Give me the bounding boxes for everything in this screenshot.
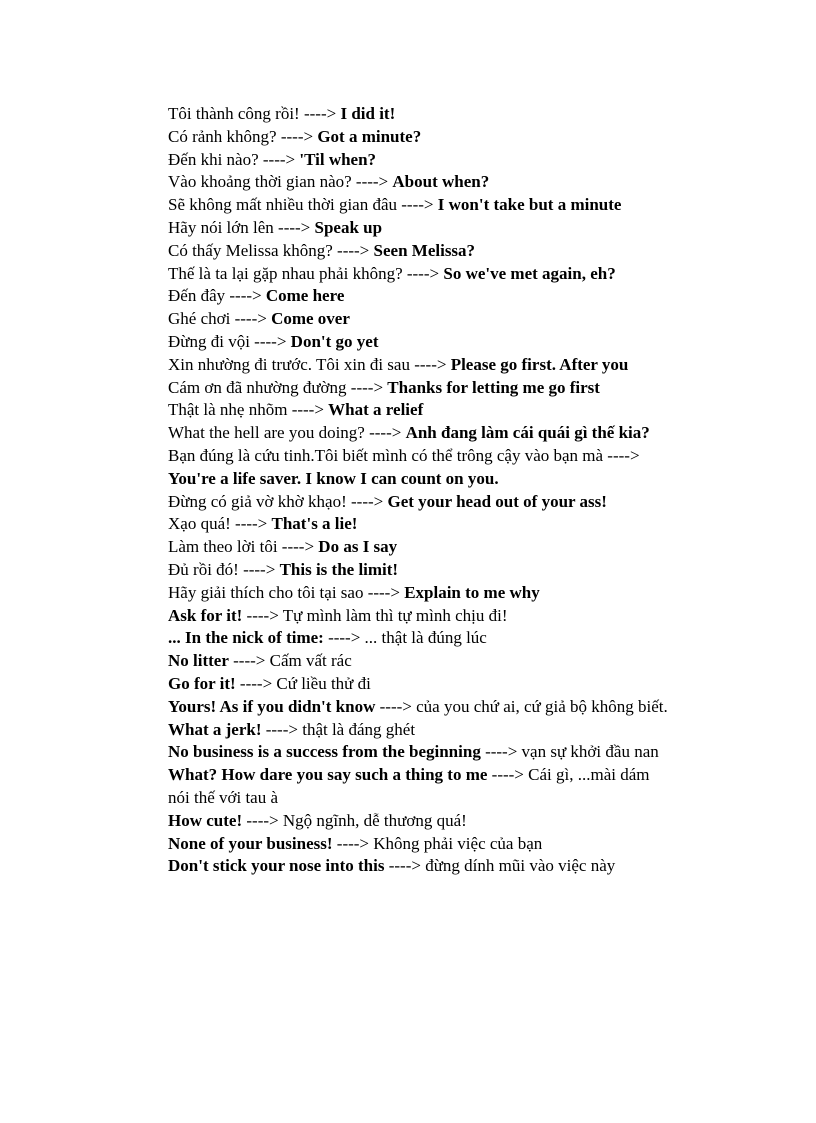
phrase-vietnamese: Có thấy Melissa không? ----> (168, 240, 374, 260)
phrase-vietnamese: ----> Ngộ ngĩnh, dễ thương quá! (242, 810, 467, 830)
phrase-vietnamese: Ghé chơi ----> (168, 309, 272, 329)
phrase-english: Thanks for letting me go first (387, 377, 600, 397)
phrase-vietnamese: Thế là ta lại gặp nhau phải không? ----> (168, 263, 444, 283)
phrase-vietnamese: ----> đừng dính mũi vào việc này (384, 856, 616, 876)
phrase-vietnamese: Vào khoảng thời gian nào? ----> (168, 172, 393, 192)
phrase-english: Yours! As if you didn't know (168, 696, 376, 716)
phrase-english: About when? (392, 172, 490, 192)
phrase-english: You're a life saver. I know I can count on you. (168, 468, 499, 488)
phrase-english: No business is a success from the beginning (168, 742, 481, 762)
phrase-english: Do as I say (318, 537, 398, 557)
phrase-english: How cute! (168, 810, 243, 830)
phrase-vietnamese: ----> ... thật là đúng lúc (323, 628, 487, 648)
phrase-line (168, 513, 668, 536)
phrase-line (168, 240, 668, 263)
phrase-line (168, 308, 668, 331)
phrase-line (168, 377, 668, 400)
phrase-vietnamese: ----> Cấm vất rác (228, 651, 352, 671)
phrase-english: ... In the nick of time: (168, 628, 324, 648)
phrase-english: Come here (265, 286, 345, 306)
phrase-line (168, 627, 668, 650)
phrase-vietnamese: Có rảnh không? ----> (168, 126, 318, 146)
phrase-line (168, 536, 668, 559)
phrase-line (168, 559, 668, 582)
phrase-vietnamese: Xạo quá! ----> (168, 514, 272, 534)
phrase-line (168, 422, 668, 445)
phrase-line (168, 217, 668, 240)
phrase-line (168, 741, 668, 764)
phrase-vietnamese: Hãy giải thích cho tôi tại sao ----> (168, 582, 405, 602)
phrase-english: Please go first. After you (450, 354, 629, 374)
phrase-english: Ask for it! (168, 605, 243, 625)
phrase-line (168, 103, 668, 126)
phrase-vietnamese: Làm theo lời tôi ----> (168, 537, 319, 557)
phrase-english: Explain to me why (404, 582, 540, 602)
phrase-english: What a relief (328, 400, 424, 420)
phrase-line (168, 354, 668, 377)
phrase-vietnamese: Đừng có giả vờ khờ khạo! ----> (168, 491, 388, 511)
phrase-vietnamese-answer: Anh đang làm cái quái gì thế kia? (405, 423, 650, 443)
phrase-vietnamese: Đến đây ----> (168, 286, 266, 306)
phrase-vietnamese: Sẽ không mất nhiều thời gian đâu ----> (168, 195, 438, 215)
phrase-english: What a jerk! (168, 719, 262, 739)
phrase-english: None of your business! (168, 833, 333, 853)
phrase-line (168, 491, 668, 514)
phrase-english: I won't take but a minute (437, 195, 622, 215)
phrase-line (168, 673, 668, 696)
phrase-line (168, 263, 668, 286)
phrase-vietnamese: ----> Cái gì, ...mài dám nói thế với tau à (168, 765, 650, 807)
phrase-line (168, 833, 668, 856)
phrase-line (168, 582, 668, 605)
phrase-vietnamese: Tôi thành công rồi! ----> (168, 104, 341, 123)
phrase-english: Got a minute? (317, 126, 422, 146)
phrase-line (168, 445, 668, 491)
phrase-line (168, 764, 668, 810)
phrase-english: Seen Melissa? (373, 240, 476, 260)
document-page (168, 103, 668, 878)
phrase-english: What? How dare you say such a thing to me (168, 765, 488, 785)
phrase-line (168, 331, 668, 354)
phrase-english-prompt: What the hell are you doing? ----> (168, 423, 406, 443)
phrase-line (168, 194, 668, 217)
phrase-english: Speak up (314, 217, 383, 237)
phrase-vietnamese: Hãy nói lớn lên ----> (168, 217, 315, 237)
phrase-english: 'Til when? (299, 149, 377, 169)
phrase-line (168, 399, 668, 422)
phrase-english: No litter (168, 651, 229, 671)
phrase-line (168, 650, 668, 673)
phrase-english: This is the limit! (279, 559, 399, 579)
phrase-vietnamese: Xin nhường đi trước. Tôi xin đi sau ----> (168, 354, 451, 374)
phrase-vietnamese: ----> của you chứ ai, cứ giả bộ không biết. (375, 696, 668, 716)
phrase-vietnamese: Bạn đúng là cứu tinh.Tôi biết mình có thể trông cậy vào bạn mà ----> (168, 445, 640, 465)
phrase-vietnamese: ----> thật là đáng ghét (261, 719, 416, 739)
phrase-line (168, 696, 668, 719)
phrase-vietnamese: Đủ rồi đó! ----> (168, 559, 280, 579)
phrase-line (168, 171, 668, 194)
phrase-line (168, 126, 668, 149)
phrase-vietnamese: ----> vạn sự khởi đầu nan (480, 742, 659, 762)
phrase-english: Don't go yet (290, 331, 379, 351)
phrase-line (168, 855, 668, 878)
phrase-line (168, 810, 668, 833)
phrase-english: Go for it! (168, 673, 236, 693)
phrase-vietnamese: ----> Tự mình làm thì tự mình chịu đi! (242, 605, 508, 625)
phrase-line (168, 285, 668, 308)
phrase-vietnamese: Đừng đi vội ----> (168, 331, 291, 351)
phrase-english: Get your head out of your ass! (387, 491, 607, 511)
phrase-english: I did it! (340, 104, 396, 123)
phrase-line (168, 719, 668, 742)
phrase-vietnamese: Cám ơn đã nhường đường ----> (168, 377, 388, 397)
phrase-english: So we've met again, eh? (443, 263, 616, 283)
phrase-vietnamese: Thật là nhẹ nhõm ----> (168, 400, 329, 420)
phrase-vietnamese: Đến khi nào? ----> (168, 149, 300, 169)
phrase-english: Don't stick your nose into this (168, 856, 385, 876)
phrase-english: That's a lie! (271, 514, 358, 534)
phrase-line (168, 149, 668, 172)
phrase-english: Come over (271, 309, 350, 329)
phrase-line (168, 605, 668, 628)
phrase-vietnamese: ----> Không phải việc của bạn (332, 833, 543, 853)
phrase-vietnamese: ----> Cứ liều thử đi (235, 673, 371, 693)
